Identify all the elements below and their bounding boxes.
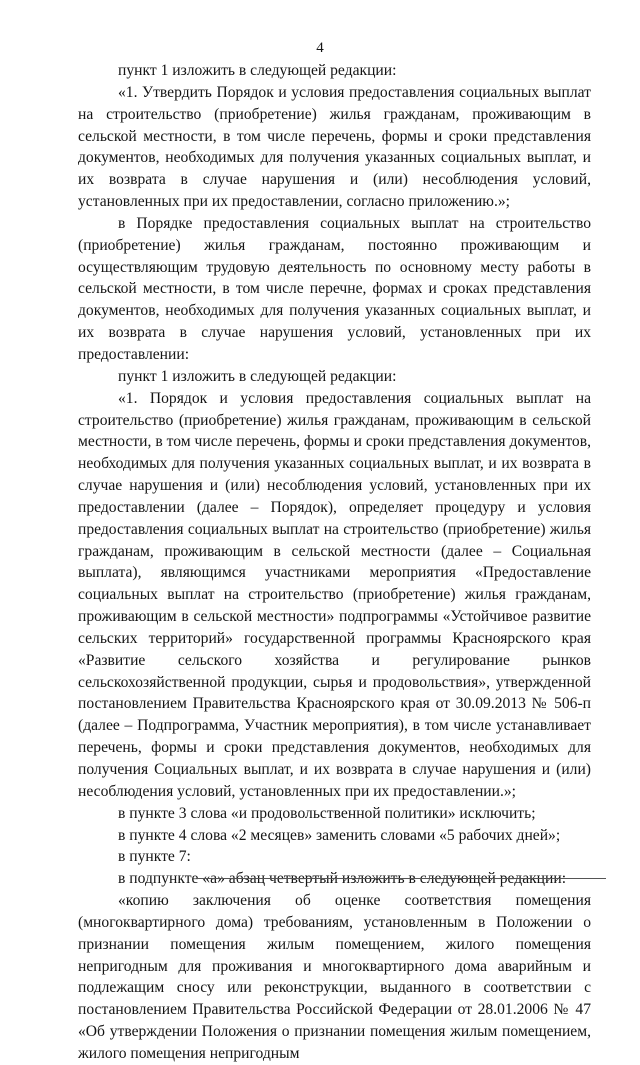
paragraph-5: «1. Порядок и условия предоставления социальных выплат на строительство (приобретение) жилья гражданам, проживающим в сельской местности, в том числе перечень, формы и сроки представления документов, необходимых для получения указанных социальных выплат, и их возврата в случае нарушения и (или) несоблюдения условий, установленных при их предоставлении (далее – Порядок), определяет процедуру и условия предоставления социальных выплат на строительство (приобретение) жилья гражданам, проживающим в сельской местности (далее – Социальная выплата), являющимся участниками мероприятия «Предоставление социальных выплат на строительство (приобретение) жилья гражданам, проживающим в сельской местности» подпрограммы «Устойчивое развитие сельских территорий» государственной программы Красноярского края «Развитие сельского хозяйства и регулирование рынков сельскохозяйственной продукции, сырья и продовольствия», утвержденной постановлением Правительства Красноярского края от 30.09.2013 № 506-п (далее – Подпрограмма, Участник мероприятия), в том числе устанавливает перечень, формы и сроки представления документов, необходимых для получения Социальных выплат, и их возврата в случае нарушения и (или) несоблюдения условий, установленных при их предоставлении.»; — [78, 389, 591, 800]
paragraph-6: в пункте 3 слова «и продовольственной политики» исключить; — [118, 804, 536, 822]
paragraph-3: в Порядке предоставления социальных выплат на строительство (приобретение) жилья гражданам, постоянно проживающим и осуществляющим трудовую деятельность по основному месту работы в сельской местности, в том числе перечне, формах и сроках представления документов, необходимых для получения указанных социальных выплат, и их возврата в случае нарушения условий, установленных при их предоставлении: — [78, 214, 591, 363]
paragraph-8: в пункте 7: — [118, 848, 191, 866]
paragraph-9: в подпункте «а» абзац четвертый изложить в следующей редакции: — [118, 870, 567, 888]
paragraph-1: пункт 1 изложить в следующей редакции: — [118, 62, 397, 79]
paragraph-7: в пункте 4 слова «2 месяцев» заменить словами «5 рабочих дней»; — [118, 826, 561, 844]
paragraph-4: пункт 1 изложить в следующей редакции: — [118, 367, 397, 385]
document-body — [78, 60, 591, 1065]
page-number: 4 — [316, 40, 324, 56]
footer-divider — [196, 878, 606, 879]
paragraph-2: «1. Утвердить Порядок и условия предоставления социальных выплат на строительство (приобретение) жилья гражданам, проживающим в сельской местности, в том числе перечень, формы и сроки представления документов, необходимых для получения указанных социальных выплат, и их возврата в случае нарушения и (или) несоблюдения условий, установленных при их предоставлении, согласно приложению.»; — [78, 83, 591, 211]
paragraph-10: «копию заключения об оценке соответствия помещения (многоквартирного дома) требованиям, установленным в Положении о признании помещения жилым помещением, жилого помещения непригодным для проживания и многоквартирного дома аварийным и подлежащим сносу или реконструкции, выданного в соответствии с постановлением Правительства Российской Федерации от 28.01.2006 № 47 «Об утверждении Положения о признании помещения жилым помещением, жилого помещения непригодным — [78, 892, 591, 1062]
